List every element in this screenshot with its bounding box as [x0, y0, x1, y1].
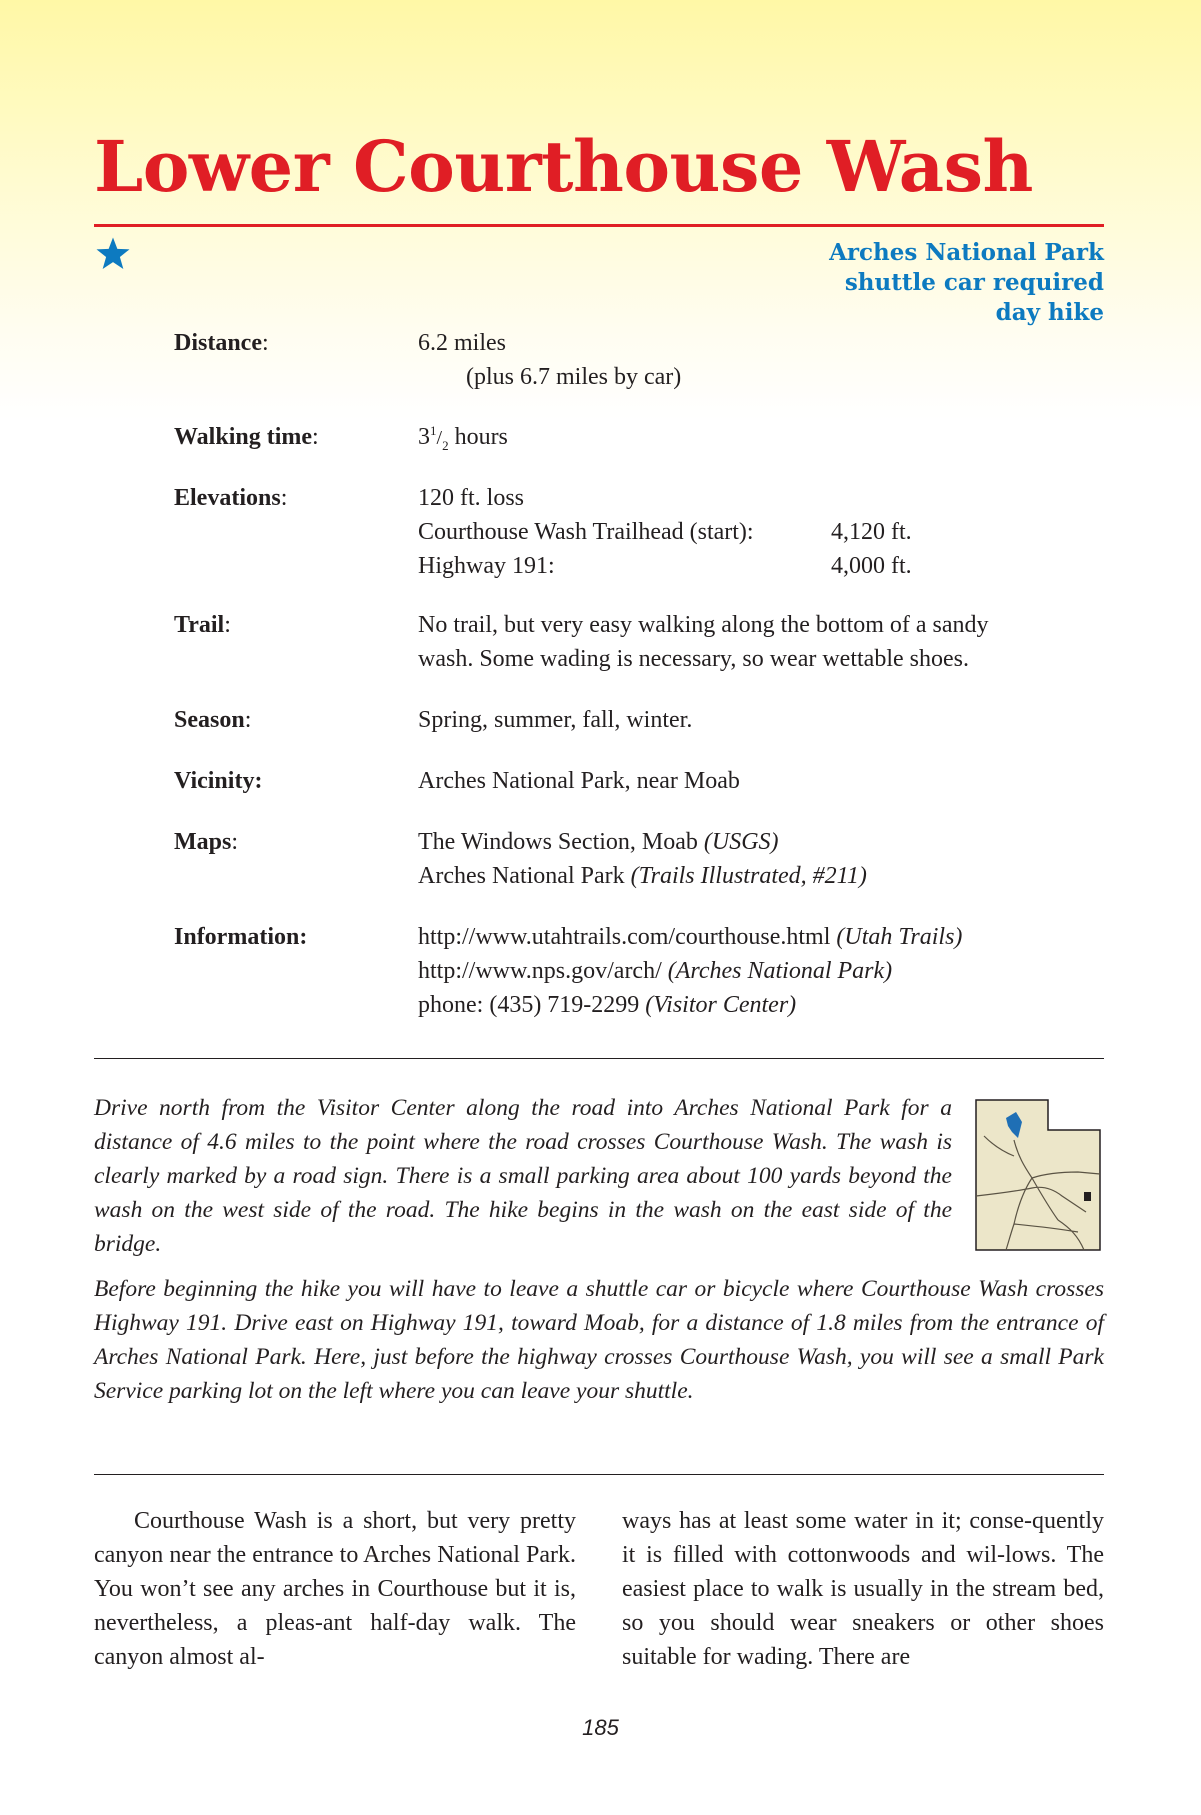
season-value: Spring, summer, fall, winter.: [418, 707, 693, 733]
distance-miles: 6.2 miles: [418, 330, 506, 356]
tag-park: Arches National Park: [829, 239, 1104, 266]
page-number: 185: [582, 1715, 619, 1740]
elevations-label: Elevations:: [174, 485, 288, 511]
map-item: Arches National Park (Trails Illustrated, #211): [418, 863, 867, 889]
info-phone: phone: (435) 719-2299 (Visitor Center): [418, 992, 797, 1018]
directions-paragraph-2: Before beginning the hike you will have to leave a shuttle car or bicycle where Courthouse Wash crosses Highway 191. Drive east on Highway 191, toward Moab, for a distance of 1.8 miles from the entrance of Arches National Park. Here, just before the highway crosses Courthouse Wash, you will see a small Park Service parking lot on the left where you can leave your shuttle.: [94, 1276, 1104, 1404]
walking-time-label: Walking time:: [174, 424, 319, 450]
hike-tags: [829, 238, 1104, 328]
body-column-1: Courthouse Wash is a short, but very pretty canyon near the entrance to Arches National Park. You won’t see any arches in Courthouse but it is, nevertheless, a pleas-ant half-day walk. The canyon almost al-: [94, 1508, 576, 1670]
trail-label: Trail:: [174, 612, 231, 638]
season-label: Season:: [174, 707, 252, 733]
information-value: [418, 920, 962, 1022]
body-column-2: ways has at least some water in it; conse-quently it is filled with cottonwoods and wil-lows. The easiest place to walk is usually in the stream bed, so you should wear sneakers or other shoes suitable for wading. There are: [622, 1508, 1104, 1670]
distance-label: Distance:: [174, 330, 269, 356]
trail-value: No trail, but very easy walking along the bottom of a sandy wash. Some wading is necessary, so wear wettable shoes.: [418, 612, 989, 672]
elevations-value: [418, 481, 912, 583]
map-item: The Windows Section, Moab (USGS): [418, 829, 779, 855]
info-link-utahtrails[interactable]: http://www.utahtrails.com/courthouse.html (Utah Trails): [418, 924, 963, 950]
title-rule: [94, 224, 1104, 227]
distance-value: [418, 326, 681, 394]
walking-time-value: $3^1/_2$ hours: [418, 423, 508, 453]
distance-extra: (plus 6.7 miles by car): [466, 364, 682, 390]
elevation-loss: 120 ft. loss: [418, 485, 525, 511]
section-divider-2: [94, 1474, 1104, 1475]
vicinity-label: Vicinity:: [174, 768, 263, 794]
info-link-nps[interactable]: http://www.nps.gov/arch/ (Arches National Park): [418, 958, 893, 984]
maps-value: [418, 825, 867, 893]
vicinity-value: Arches National Park, near Moab: [418, 768, 740, 794]
section-divider: [94, 1058, 1104, 1059]
utah-locator-map-icon: [974, 1096, 1102, 1252]
elevation-row: Highway 191: 4,000 ft.: [418, 553, 912, 579]
information-label: Information:: [174, 924, 308, 950]
directions-paragraph-1: Drive north from the Visitor Center along the road into Arches National Park for a distance of 4.6 miles to the point where the road crosses Courthouse Wash. The wash is clearly marked by a road sign. There is a small parking area about 100 yards beyond the wash on the west side of the road. The hike begins in the wash on the east side of the bridge.: [94, 1095, 952, 1257]
tag-shuttle: shuttle car required: [844, 269, 1104, 296]
page-title: Lower Courthouse Wash: [94, 125, 1033, 208]
tag-hike-type: day hike: [995, 299, 1104, 326]
elevation-row: Courthouse Wash Trailhead (start): 4,120 ft.: [418, 519, 912, 545]
star-icon: [95, 236, 131, 272]
maps-label: Maps:: [174, 829, 239, 855]
